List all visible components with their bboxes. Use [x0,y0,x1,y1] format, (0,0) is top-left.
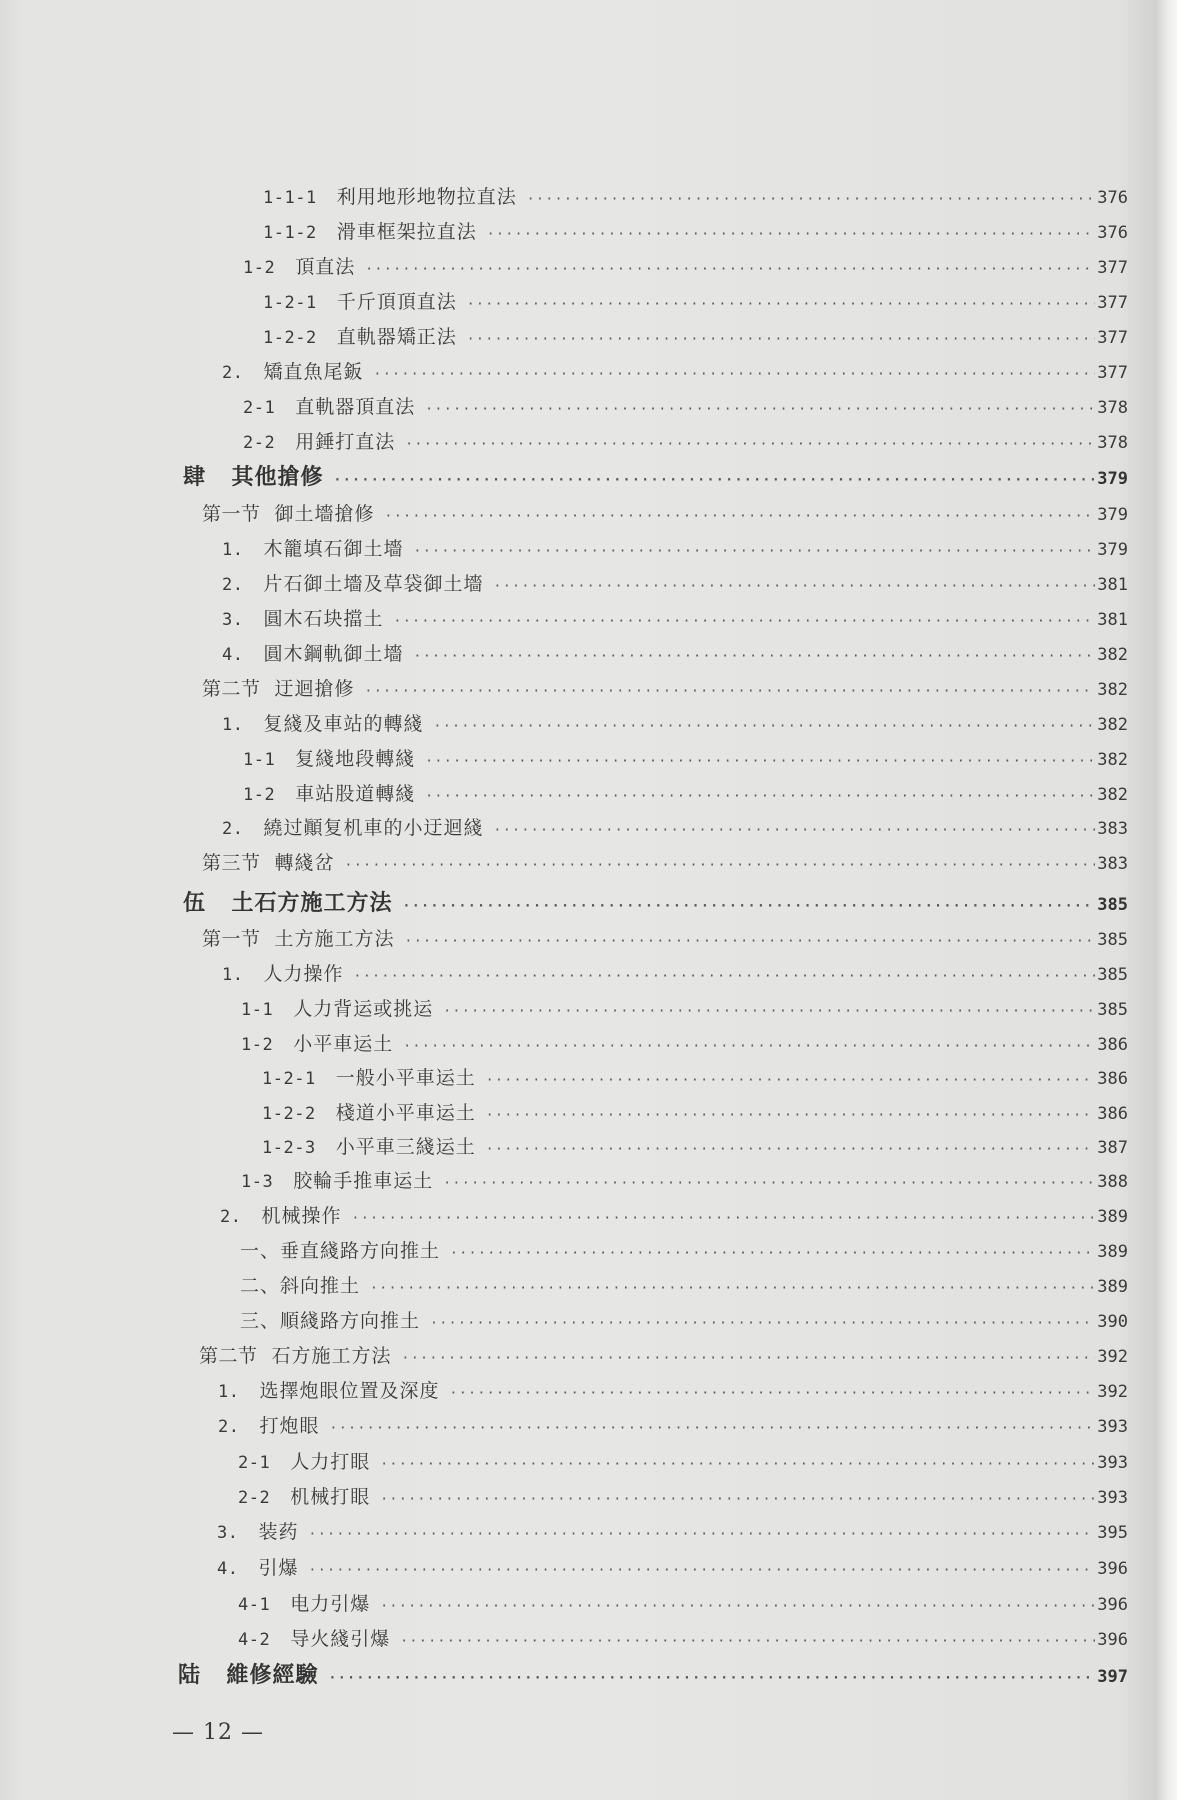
entry-page: 392 [1097,1347,1128,1367]
dot-leader [434,710,1096,744]
entry-title: 片石御土墻及草袋御土墻 [263,573,484,595]
toc-entry [243,425,1128,459]
entry-number: 1-2-1 [262,1069,316,1089]
entry-page: 393 [1097,1453,1128,1473]
entry-page: 382 [1097,750,1128,770]
toc-entry [240,1269,1128,1303]
entry-title: 复綫及車站的轉綫 [263,713,424,735]
dot-leader [334,464,1096,498]
entry-number: 1-1-2 [263,223,317,243]
section-title: 御土墻搶修 [274,503,375,525]
toc-entry [217,1551,1128,1585]
dot-leader [365,675,1096,709]
page-number: — 12 — [172,1720,264,1745]
entry-number: 3. [217,1523,239,1543]
dot-leader [380,1590,1095,1624]
entry-number: 2-2 [243,433,276,453]
entry-title: 小平車运土 [293,1033,394,1055]
entry-number: 1-2 [241,1035,274,1055]
entry-number: 2. [222,819,244,839]
entry-number: 3. [222,610,244,630]
toc-entry [263,215,1128,249]
entry-page: 386 [1097,1035,1128,1055]
entry-page: 396 [1097,1630,1128,1650]
toc-entry [240,1304,1128,1338]
toc-entry [238,1622,1128,1656]
dot-leader [414,535,1096,569]
entry-number: 2. [220,1207,242,1227]
entry-title: 人力操作 [263,963,344,985]
entry-title: 机械操作 [261,1205,342,1227]
section-title: 轉綫岔 [274,852,335,874]
entry-title: 机械打眼 [290,1486,371,1508]
entry-title: 矯直魚尾鈑 [263,361,364,383]
entry-page: 382 [1097,645,1128,665]
entry-number: 2-2 [238,1488,271,1508]
entry-page: 377 [1097,363,1128,383]
chapter-title: 維修經驗 [226,1663,319,1688]
section-title: 迂迴搶修 [274,678,355,700]
dot-leader [443,1167,1095,1201]
entry-title: 二、斜向推土 [240,1275,361,1297]
toc-entry [243,390,1128,424]
dot-leader [486,1064,1096,1098]
entry-title: 人力背运或挑运 [293,998,434,1020]
toc-entry [218,1374,1128,1408]
entry-page: 376 [1097,223,1128,243]
dot-leader [425,393,1095,427]
dot-leader [414,640,1096,674]
section-number: 第一节 [202,928,261,950]
entry-page: 377 [1097,258,1128,278]
dot-leader [494,570,1096,604]
dot-leader [486,1099,1096,1133]
dot-leader [425,745,1095,779]
toc-entry [263,285,1128,319]
entry-title: 車站股道轉綫 [295,783,416,805]
entry-page: 378 [1097,433,1128,453]
toc-chapter [183,461,1128,495]
entry-title: 复綫地段轉綫 [295,748,416,770]
toc-entry [238,1587,1128,1621]
section-number: 第三节 [202,852,261,874]
entry-number: 2. [222,575,244,595]
dot-leader [486,1133,1096,1167]
dot-leader [405,925,1096,959]
entry-page: 377 [1097,328,1128,348]
entry-number: 4-2 [238,1630,271,1650]
toc-entry [262,1130,1128,1164]
entry-page: 382 [1097,680,1128,700]
toc-entry [222,532,1128,566]
entry-number: 1. [222,965,244,985]
entry-page: 389 [1097,1277,1128,1297]
entry-page: 386 [1097,1104,1128,1124]
entry-page: 395 [1097,1523,1128,1543]
entry-title: 三、順綫路方向推土 [240,1310,421,1332]
entry-number: 2. [222,363,244,383]
entry-page: 389 [1097,1207,1128,1227]
chapter-title: 其他搶修 [231,465,324,490]
dot-leader [380,1483,1095,1517]
toc-entry [243,742,1128,776]
toc-entry [238,1480,1128,1514]
toc-entry [241,992,1128,1026]
toc-chapter [183,887,1128,921]
toc-entry [241,1027,1128,1061]
entry-page: 393 [1097,1488,1128,1508]
entry-page: 385 [1097,895,1128,915]
entry-page: 393 [1097,1417,1128,1437]
entry-title: 用錘打直法 [295,431,396,453]
toc-entry [263,180,1128,214]
dot-leader [365,253,1095,287]
entry-title: 装药 [258,1521,299,1543]
toc-entry [238,1445,1128,1479]
entry-title: 选擇炮眼位置及深度 [259,1380,440,1402]
entry-title: 頂直法 [295,256,356,278]
entry-number: 1. [222,715,244,735]
toc-section [202,672,1128,706]
toc-section [202,922,1128,956]
toc-entry [240,1234,1128,1268]
section-number: 第二节 [199,1345,258,1367]
entry-number: 1-3 [241,1172,274,1192]
entry-page: 379 [1097,469,1128,489]
toc-section [202,497,1128,531]
dot-leader [527,183,1096,217]
entry-page: 385 [1097,965,1128,985]
dot-leader [374,358,1096,392]
entry-number: 1. [218,1382,240,1402]
toc-entry [222,957,1128,991]
entry-title: 直軌器頂直法 [295,396,416,418]
entry-title: 一般小平車运土 [335,1067,476,1089]
toc-entry [218,1409,1128,1443]
entry-page: 377 [1097,293,1128,313]
entry-number: 2. [218,1417,240,1437]
entry-page: 385 [1097,1000,1128,1020]
entry-title: 打炮眼 [259,1415,320,1437]
entry-page: 390 [1097,1312,1128,1332]
section-title: 土方施工方法 [274,928,395,950]
entry-title: 导火綫引爆 [290,1628,391,1650]
toc-entry [222,707,1128,741]
entry-title: 胶輪手推車运土 [293,1170,434,1192]
entry-page: 383 [1097,819,1128,839]
toc-entry [222,811,1128,845]
entry-number: 1-2-2 [263,328,317,348]
dot-leader [425,780,1095,814]
entry-number: 1-2-1 [263,293,317,313]
entry-number: 1-1 [241,1000,274,1020]
entry-title: 利用地形地物拉直法 [336,186,517,208]
dot-leader [345,849,1096,883]
entry-page: 379 [1097,505,1128,525]
dot-leader [405,428,1095,462]
entry-page: 396 [1097,1595,1128,1615]
entry-page: 385 [1097,930,1128,950]
entry-number: 4-1 [238,1595,271,1615]
toc-entry [263,320,1128,354]
entry-page: 392 [1097,1382,1128,1402]
entry-title: 圓木石块擋土 [263,608,384,630]
entry-number: 1-2 [243,258,276,278]
dot-leader [467,323,1096,357]
dot-leader [402,1342,1096,1376]
toc-entry [222,602,1128,636]
entry-number: 1-2 [243,785,276,805]
entry-page: 382 [1097,785,1128,805]
entry-page: 386 [1097,1069,1128,1089]
section-number: 第一节 [202,503,261,525]
dot-leader [380,1448,1095,1482]
dot-leader [400,1625,1095,1659]
entry-page: 383 [1097,854,1128,874]
entry-title: 电力引爆 [290,1593,371,1615]
entry-page: 381 [1097,575,1128,595]
toc-entry [262,1061,1128,1095]
entry-page: 388 [1097,1172,1128,1192]
chapter-number: 陆 [178,1663,201,1688]
entry-title: 一、垂直綫路方向推土 [240,1240,441,1262]
entry-number: 1-1 [243,750,276,770]
entry-title: 小平車三綫运土 [335,1136,476,1158]
entry-page: 389 [1097,1242,1128,1262]
entry-title: 人力打眼 [290,1451,371,1473]
entry-title: 繞过顚复机車的小迂迴綫 [263,817,484,839]
entry-title: 直軌器矯正法 [336,326,457,348]
entry-page: 381 [1097,610,1128,630]
dot-leader [430,1307,1095,1341]
entry-page: 379 [1097,540,1128,560]
section-number: 第二节 [202,678,261,700]
dot-leader [329,1662,1096,1696]
entry-page: 378 [1097,398,1128,418]
toc-entry [217,1515,1128,1549]
toc-entry [220,1199,1128,1233]
dot-leader [309,1518,1096,1552]
entry-title: 棧道小平車运土 [335,1102,476,1124]
section-title: 石方施工方法 [271,1345,392,1367]
entry-page: 382 [1097,715,1128,735]
dot-leader [352,1202,1096,1236]
dot-leader [450,1237,1095,1271]
entry-title: 圓木鋼軌御土墻 [263,643,404,665]
dot-leader [394,605,1096,639]
entry-title: 木籠填石御土墻 [263,538,404,560]
dot-leader [385,500,1096,534]
entry-page: 396 [1097,1559,1128,1579]
toc-entry [243,250,1128,284]
chapter-number: 肆 [183,465,206,490]
dot-leader [450,1377,1096,1411]
dot-leader [354,960,1096,994]
entry-title: 千斤頂頂直法 [336,291,457,313]
toc-entry [222,355,1128,389]
dot-leader [403,890,1096,924]
dot-leader [494,814,1096,848]
entry-number: 1-2-3 [262,1138,316,1158]
dot-leader [443,995,1095,1029]
toc-entry [222,567,1128,601]
dot-leader [467,288,1096,322]
entry-number: 1-1-1 [263,188,317,208]
entry-number: 2-1 [238,1453,271,1473]
entry-title: 引爆 [258,1557,299,1579]
toc-section [202,846,1128,880]
entry-number: 1-2-2 [262,1104,316,1124]
chapter-number: 伍 [183,891,206,916]
toc-entry [262,1096,1128,1130]
entry-number: 4. [222,645,244,665]
entry-page: 376 [1097,188,1128,208]
dot-leader [330,1412,1096,1446]
toc-entry [243,777,1128,811]
dot-leader [403,1030,1095,1064]
toc-chapter [178,1659,1128,1693]
dot-leader [370,1272,1095,1306]
dot-leader [309,1554,1096,1588]
toc-entry [241,1164,1128,1198]
entry-title: 滑車框架拉直法 [336,221,477,243]
toc-section [199,1339,1128,1373]
entry-number: 2-1 [243,398,276,418]
entry-page: 397 [1097,1667,1128,1687]
toc-entry [222,637,1128,671]
dot-leader [487,218,1096,252]
entry-number: 4. [217,1559,239,1579]
chapter-title: 土石方施工方法 [231,891,393,916]
entry-number: 1. [222,540,244,560]
entry-page: 387 [1097,1138,1128,1158]
